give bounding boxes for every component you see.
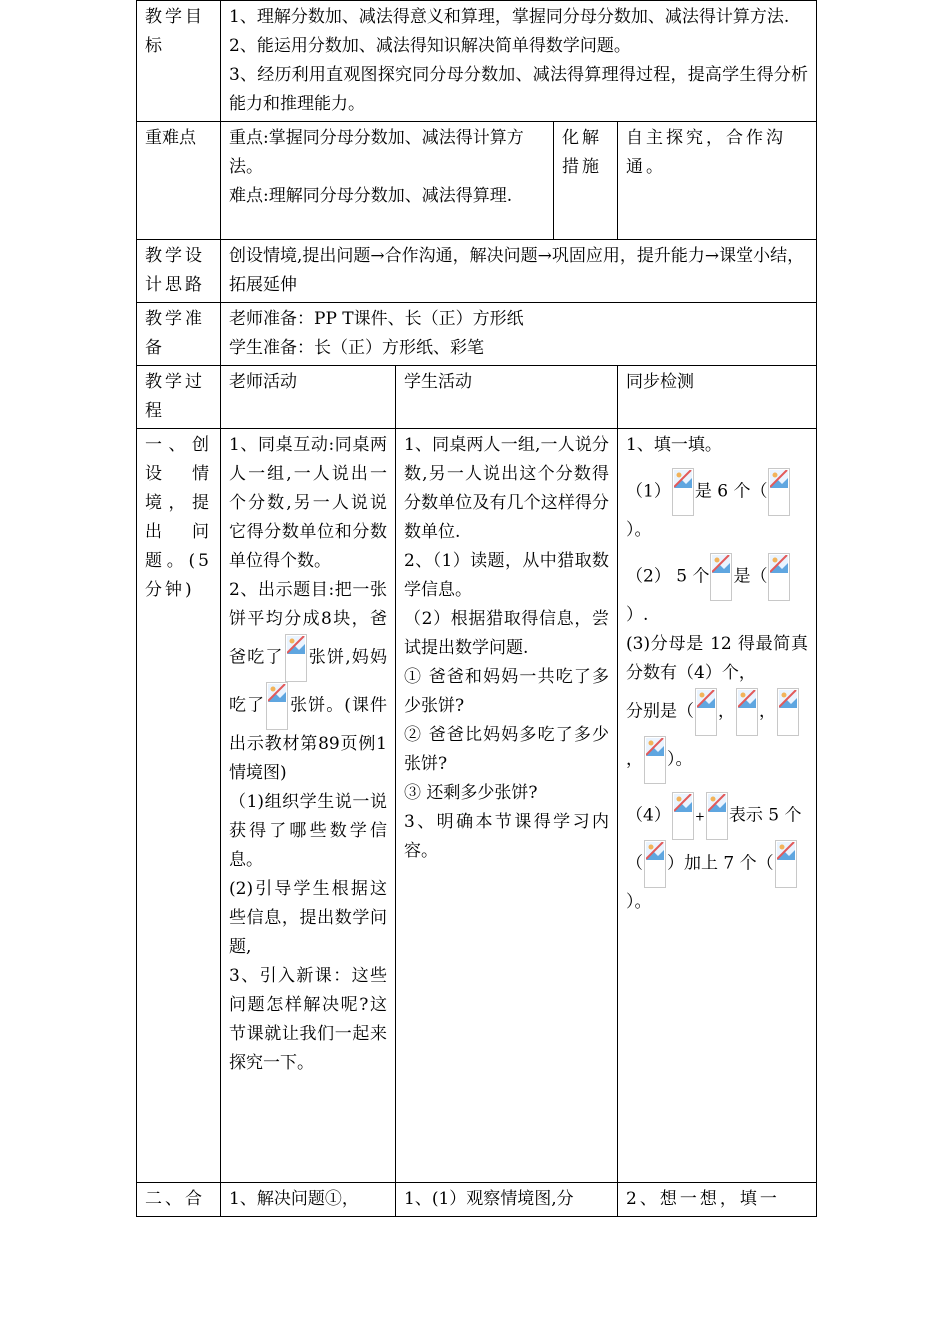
teacher-step-2-text-c: 张饼。(课件出示教材第89页例1情境图) — [229, 695, 387, 783]
objectives-content — [221, 1, 817, 122]
ex4-text-c: 表示 5 个 — [728, 805, 802, 826]
method-text: 自主探究，合作沟通。 — [618, 122, 817, 240]
section2-label: 二、合 — [137, 1183, 221, 1217]
ex4-text-e: ）加上 7 个（ — [667, 853, 774, 874]
design-text: 创设情境,提出问题→合作沟通，解决问题→巩固应用，提升能力→课堂小结，拓展延伸 — [221, 240, 817, 303]
broken-image-icon — [285, 634, 307, 682]
ex4-text-f: ）。 — [626, 892, 652, 912]
prep-label: 教学准备 — [137, 303, 221, 366]
broken-image-icon — [644, 840, 666, 888]
broken-image-icon — [768, 553, 790, 601]
broken-image-icon — [672, 468, 694, 516]
section2-teacher: 1、解决问题①， — [221, 1183, 396, 1217]
broken-image-icon — [266, 682, 288, 730]
teacher-step-4: (2)引导学生根据这些信息，提出数学问题, — [229, 879, 387, 957]
ex2-text-b: 是（ — [733, 566, 768, 587]
teacher-step-1: 1、同桌互动:同桌两人一组,一人说出一个分数,另一人说说它得分数单位和分数单位得个数。 — [229, 435, 387, 571]
section1-row — [137, 429, 817, 1183]
broken-image-icon — [710, 553, 732, 601]
student-question-1: ① 爸爸和妈妈一共吃了多少张饼? — [404, 667, 609, 716]
ex4-plus: + — [694, 809, 705, 824]
section1-label: 一、创设情境，提出问题。(5分钟) — [137, 429, 221, 1183]
process-label: 教学过程 — [137, 366, 221, 429]
ex4-text-a: （4） — [626, 805, 671, 826]
check-exercise-3 — [626, 630, 808, 784]
hard-point: 难点:理解同分母分数加、减法得算理. — [229, 186, 513, 206]
design-row — [137, 240, 817, 303]
student-question-2: ② 爸爸比妈妈多吃了多少张饼? — [404, 725, 609, 774]
teacher-step-2 — [229, 576, 387, 788]
process-header-row — [137, 366, 817, 429]
student-step-2: 2、（1）读题，从中猎取数学信息。 — [404, 551, 609, 600]
student-question-3: ③ 还剩多少张饼? — [404, 783, 538, 803]
check-exercise-1 — [626, 468, 808, 545]
teacher-step-5: 3、引入新课：这些问题怎样解决呢?这节课就让我们一起来探究一下。 — [229, 966, 387, 1073]
ex1-text-a: （1） — [626, 481, 671, 502]
key-point: 重点:掌握同分母分数加、减法得计算方法。 — [229, 128, 524, 177]
student-col-header: 学生活动 — [396, 366, 618, 429]
student-step-4: 3、明确本节课得学习内容。 — [404, 812, 609, 861]
objectives-row — [137, 1, 817, 122]
objective-1: 1、理解分数加、减法得意义和算理，掌握同分母分数加、减法得计算方法. — [229, 7, 790, 27]
ex3-text-f: ）。 — [667, 749, 693, 770]
broken-image-icon — [672, 792, 694, 840]
student-step-3: （2）根据猎取得信息，尝试提出数学问题. — [404, 609, 609, 658]
difficulty-row — [137, 122, 817, 240]
broken-image-icon — [706, 792, 728, 840]
teacher-prep: 老师准备：PP T课件、长（正）方形纸 — [229, 309, 524, 329]
section1-student — [396, 429, 618, 1183]
broken-image-icon — [777, 688, 799, 736]
design-label: 教学设计思路 — [137, 240, 221, 303]
check-title: 1、填一填。 — [626, 435, 722, 455]
ex1-text-b: 是 6 个（ — [694, 481, 768, 502]
check-col-header: 同步检测 — [618, 366, 817, 429]
ex3-sep-1: ， — [718, 701, 735, 722]
broken-image-icon — [768, 468, 790, 516]
section2-student: 1、(1）观察情境图,分 — [396, 1183, 618, 1217]
objective-3: 3、经历利用直观图探究同分母分数加、减法得算理得过程，提高学生得分析能力和推理能力。 — [229, 65, 809, 114]
section1-check — [618, 429, 817, 1183]
check-exercise-2 — [626, 553, 808, 630]
broken-image-icon — [644, 736, 666, 784]
ex2-text-a: （2） 5 个 — [626, 566, 710, 587]
prep-content — [221, 303, 817, 366]
ex3-text-a: (3)分母是 12 得最简真分数有（4）个， — [626, 634, 809, 683]
teacher-step-2-text-a: 2、出示题目:把一张饼平均分成8块，爸爸吃了 — [229, 580, 387, 668]
difficulty-content — [221, 122, 554, 240]
ex3-text-b: 分别是（ — [626, 701, 694, 722]
broken-image-icon — [695, 688, 717, 736]
difficulty-label: 重难点 — [137, 122, 221, 240]
section2-row — [137, 1183, 817, 1217]
section2-check: 2、想一想，填一 — [618, 1183, 817, 1217]
ex4-text-d: （ — [626, 853, 643, 874]
teacher-step-2-text-b: 张饼,妈妈吃了 — [229, 647, 388, 716]
ex1-text-c: ）。 — [626, 520, 652, 540]
method-label: 化解措施 — [554, 122, 618, 240]
teacher-step-3: （1)组织学生说一说获得了哪些数学信息。 — [229, 792, 387, 870]
ex3-sep-2: ， — [759, 701, 776, 722]
check-exercise-4 — [626, 792, 808, 917]
lesson-plan-table — [136, 0, 817, 1217]
teacher-col-header: 老师活动 — [221, 366, 396, 429]
broken-image-icon — [775, 840, 797, 888]
student-step-1: 1、同桌两人一组,一人说分数,另一人说出这个分数得分数单位及有几个这样得分数单位. — [404, 435, 609, 542]
ex3-sep-3: ， — [626, 749, 643, 770]
objective-2: 2、能运用分数加、减法得知识解决简单得数学问题。 — [229, 36, 631, 56]
broken-image-icon — [736, 688, 758, 736]
section1-teacher — [221, 429, 396, 1183]
ex2-text-c: ）. — [626, 605, 649, 625]
prep-row — [137, 303, 817, 366]
student-prep: 学生准备：长（正）方形纸、彩笔 — [229, 338, 484, 358]
objectives-label: 教学目标 — [137, 1, 221, 122]
